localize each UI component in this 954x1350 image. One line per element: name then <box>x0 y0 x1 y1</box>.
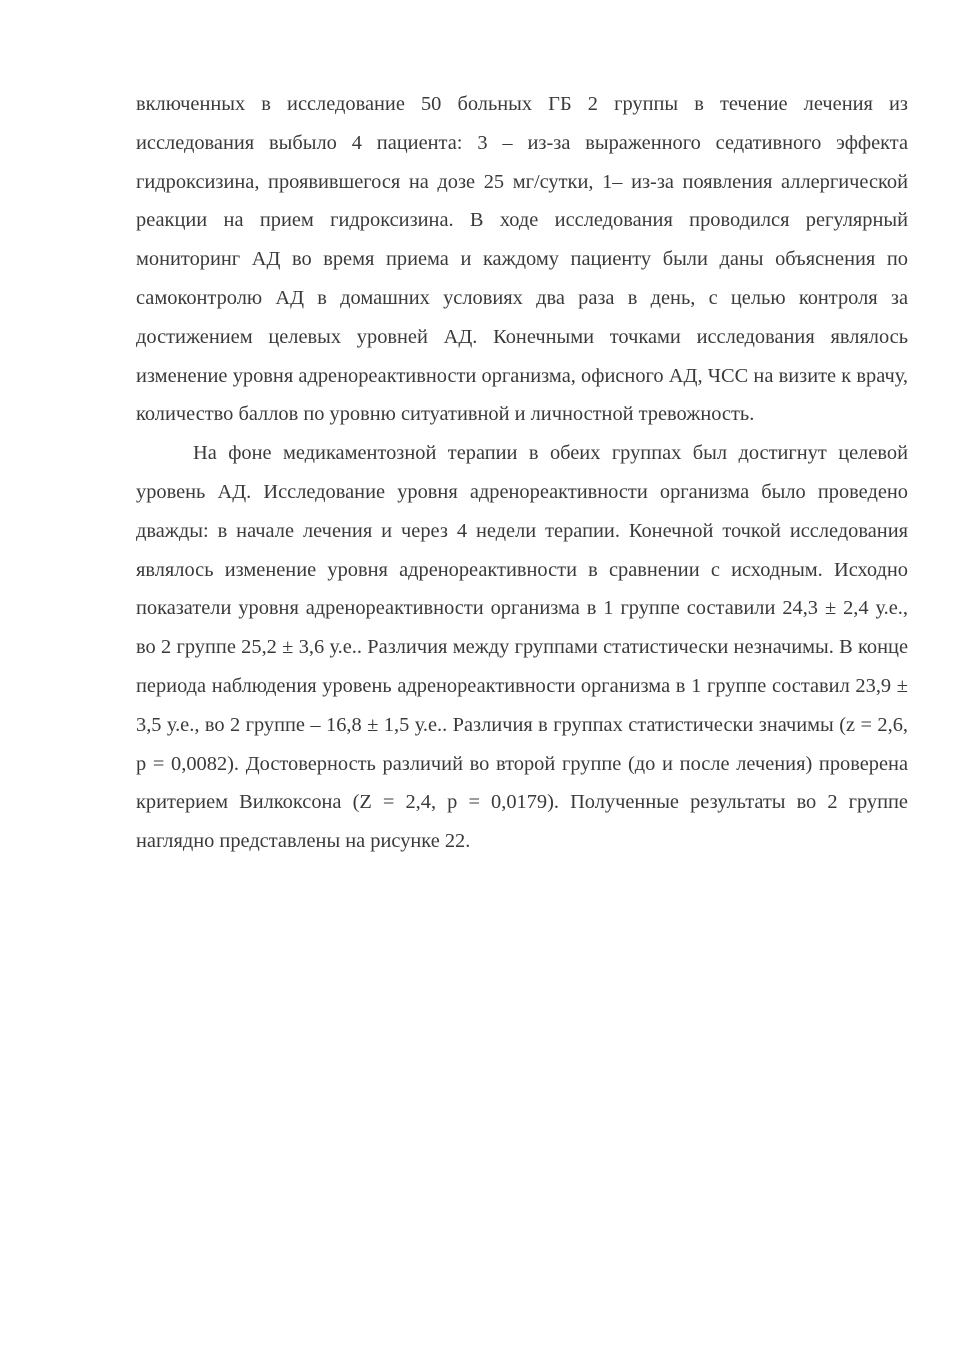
body-text <box>136 85 908 861</box>
paragraph-continuation: включенных в исследование 50 больных ГБ 2 группы в течение лечения из исследования выбыло 4 пациента: 3 – из-за выраженного седативного эффекта гидроксизина, проявившегося на дозе 25 мг/сутки, 1– из-за появления аллергической реакции на прием гидроксизина. В ходе исследования проводился регулярный мониторинг АД во время приема и каждому пациенту были даны объяснения по самоконтролю АД в домашних условиях два раза в день, с целью контроля за достижением целевых уровней АД. Конечными точками исследования являлось изменение уровня адренореактивности организма, офисного АД, ЧСС на визите к врачу, количество баллов по уровню ситуативной и личностной тревожность. <box>136 93 908 426</box>
paragraph-results: На фоне медикаментозной терапии в обеих группах был достигнут целевой уровень АД. Исследование уровня адренореактивности организма было проведено дважды: в начале лечения и через 4 недели терапии. Конечной точкой исследования являлось изменение уровня адренореактивности в сравнении с исходным. Исходно показатели уровня адренореактивности организма в 1 группе составили 24,3 ± 2,4 у.е., во 2 группе 25,2 ± 3,6 у.е.. Различия между группами статистически незначимы. В конце периода наблюдения уровень адренореактивности организма в 1 группе составил 23,9 ± 3,5 у.е., во 2 группе – 16,8 ± 1,5 у.е.. Различия в группах статистически значимы (z = 2,6, p = 0,0082). Достоверность различий во второй группе (до и после лечения) проверена критерием Вилкоксона (Z = 2,4, p = 0,0179). Полученные результаты во 2 группе наглядно представлены на рисунке 22. <box>136 442 908 853</box>
